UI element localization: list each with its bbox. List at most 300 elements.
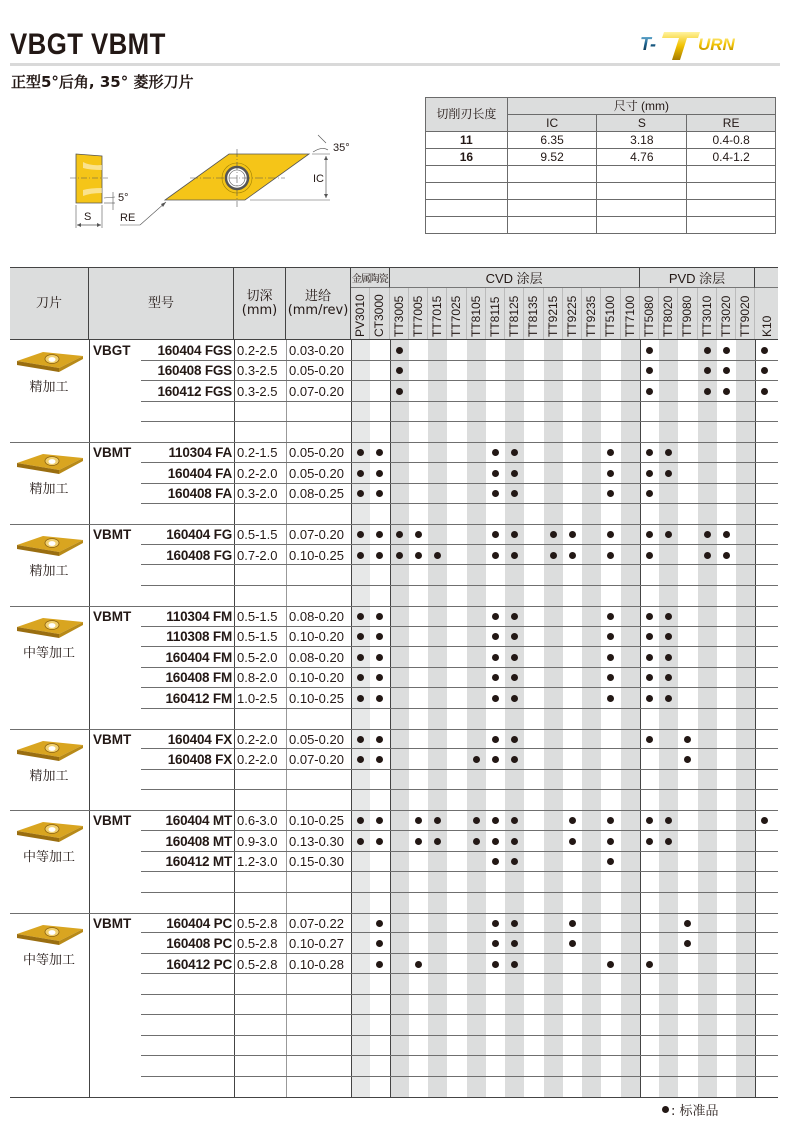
- grade-header-tt7005: [409, 288, 428, 339]
- standard-dot-icon: [376, 674, 383, 681]
- model-number[interactable]: 160408 MT: [165, 833, 232, 849]
- insert-top-view: [120, 135, 350, 225]
- dims-header-ic: IC: [507, 115, 597, 132]
- standard-dot-icon: [684, 736, 691, 743]
- standard-dot-icon: [665, 613, 672, 620]
- depth-value: 0.5-1.5: [237, 629, 278, 645]
- grade-column-shading: [390, 340, 409, 1097]
- dims-cell-s: [597, 200, 687, 217]
- standard-dot-icon: [569, 838, 576, 845]
- standard-dot-icon: [607, 531, 614, 538]
- table-row-rule: [141, 973, 778, 974]
- brand-logo: [640, 28, 780, 62]
- model-number[interactable]: 160408 FA: [167, 486, 232, 502]
- purpose-label: 中等加工: [22, 952, 75, 968]
- diagram-label-clearance: 5°: [118, 192, 129, 204]
- dims-cell-re: 0.4-0.8: [687, 132, 776, 149]
- standard-dot-icon: [473, 756, 480, 763]
- feed-value: 0.10-0.25: [289, 547, 344, 563]
- page-title: VBGT VBMT: [10, 28, 166, 61]
- model-number[interactable]: 160404 PC: [166, 915, 232, 931]
- depth-value: 0.8-2.0: [237, 670, 278, 686]
- grade-label: CT3000: [372, 294, 387, 337]
- standard-dot-icon: [646, 633, 653, 640]
- standard-dot-icon: [376, 838, 383, 845]
- model-number[interactable]: 160404 FG: [166, 527, 232, 543]
- dims-cell-s: [597, 166, 687, 183]
- depth-value: 0.2-2.0: [237, 465, 278, 481]
- depth-value: 0.5-2.8: [237, 915, 278, 931]
- standard-dot-icon: [357, 695, 364, 702]
- standard-dot-icon: [607, 858, 614, 865]
- header-depth: [234, 268, 286, 339]
- insert-image: [15, 448, 85, 478]
- dims-cell-re: 0.4-1.2: [687, 149, 776, 166]
- depth-value: 0.5-2.0: [237, 649, 278, 665]
- grade-column-shading: [467, 340, 486, 1097]
- standard-dot-icon: [665, 838, 672, 845]
- standard-dot-icon: [492, 695, 499, 702]
- grade-header-tt5100: [601, 288, 620, 339]
- model-prefix: VBMT: [93, 445, 132, 461]
- standard-dot-icon: [492, 449, 499, 456]
- feed-value: 0.08-0.20: [289, 649, 344, 665]
- dims-cell-ic: 9.52: [507, 149, 597, 166]
- dimensions-table: [425, 97, 776, 234]
- model-number[interactable]: 160408 PC: [166, 936, 232, 952]
- standard-dot-icon: [473, 838, 480, 845]
- feed-value: 0.05-0.20: [289, 731, 344, 747]
- feed-value: 0.13-0.30: [289, 833, 344, 849]
- standard-dot-icon: [646, 817, 653, 824]
- depth-value: 0.3-2.5: [237, 383, 278, 399]
- standard-dot-icon: [492, 490, 499, 497]
- standard-dot-icon: [607, 470, 614, 477]
- grade-label: TT7005: [410, 295, 425, 337]
- table-header: [10, 267, 778, 340]
- standard-dot-icon: [376, 531, 383, 538]
- grade-label: TT3020: [718, 295, 733, 337]
- purpose-label: 中等加工: [22, 850, 75, 866]
- grade-label: TT8115: [487, 296, 502, 337]
- dims-cell-ic: [507, 200, 597, 217]
- svg-text:URN: URN: [698, 35, 735, 54]
- standard-dot-icon: [550, 552, 557, 559]
- depth-value: 0.2-2.0: [237, 752, 278, 767]
- insert-image: [15, 346, 85, 376]
- model-number[interactable]: 160404 MT: [165, 813, 232, 829]
- dims-cell-s: [597, 183, 687, 200]
- standard-dot-icon: [646, 388, 653, 395]
- table-row-rule: [141, 503, 778, 504]
- diagram-label-s: S: [84, 211, 92, 223]
- depth-value: 1.2-3.0: [237, 854, 278, 870]
- depth-value: 0.2-1.5: [237, 445, 278, 461]
- grade-label: TT5080: [641, 295, 656, 337]
- diagram-label-ic: IC: [313, 173, 324, 185]
- grade-header-ct3000: [370, 288, 389, 339]
- standard-dot-icon: [646, 449, 653, 456]
- standard-dot-icon: [492, 961, 499, 968]
- diagram-label-angle: 35°: [333, 142, 350, 154]
- standard-dot-icon: [415, 838, 422, 845]
- standard-dot-icon: [511, 613, 518, 620]
- dims-header-re: RE: [687, 115, 776, 132]
- grade-label: TT9080: [680, 295, 695, 337]
- standard-dot-icon: [492, 633, 499, 640]
- table-row-rule: [141, 564, 778, 565]
- model-number[interactable]: 160404 FGS: [157, 343, 232, 358]
- model-number[interactable]: 160404 FM: [165, 649, 232, 665]
- standard-dot-icon: [761, 367, 768, 374]
- standard-dot-icon: [357, 470, 364, 477]
- standard-dot-icon: [492, 940, 499, 947]
- standard-dot-icon: [662, 1106, 669, 1113]
- dims-cell-ic: [507, 183, 597, 200]
- feed-value: 0.05-0.20: [289, 465, 344, 481]
- standard-dot-icon: [492, 654, 499, 661]
- model-number[interactable]: 110308 FM: [166, 629, 232, 645]
- standard-dot-icon: [396, 552, 403, 559]
- grade-header-tt3005: [390, 288, 409, 339]
- grade-header-tt9080: [678, 288, 697, 339]
- feed-value: 0.03-0.20: [289, 343, 344, 358]
- grade-label: TT3010: [699, 295, 714, 337]
- purpose-label: 精加工: [29, 482, 69, 498]
- standard-dot-icon: [376, 449, 383, 456]
- feed-value: 0.10-0.25: [289, 690, 344, 706]
- grade-header-tt9225: [563, 288, 582, 339]
- standard-dot-icon: [376, 695, 383, 702]
- standard-dot-icon: [569, 920, 576, 927]
- standard-dot-icon: [492, 736, 499, 743]
- dims-cell-ic: [507, 166, 597, 183]
- header-feed-label: 进给: [304, 288, 331, 304]
- dims-cell-size: 11: [426, 132, 508, 149]
- dims-cell-ic: 6.35: [507, 132, 597, 149]
- standard-dot-icon: [607, 449, 614, 456]
- header-group-k10: [755, 268, 778, 288]
- depth-value: 0.6-3.0: [237, 813, 278, 829]
- feed-value: 0.10-0.28: [289, 956, 344, 972]
- svg-text:T-: T-: [640, 34, 656, 54]
- dims-header-s: S: [597, 115, 687, 132]
- standard-dot-icon: [723, 552, 730, 559]
- standard-dot-icon: [665, 470, 672, 477]
- standard-dot-icon: [473, 817, 480, 824]
- grade-label: TT9225: [564, 295, 579, 337]
- grade-column-shading: [698, 340, 717, 1097]
- standard-dot-icon: [357, 613, 364, 620]
- standard-dot-icon: [607, 490, 614, 497]
- model-number[interactable]: 160408 FM: [165, 670, 232, 686]
- grade-label: TT7025: [449, 295, 464, 337]
- table-row-rule: [141, 1035, 778, 1036]
- standard-dot-icon: [646, 674, 653, 681]
- table-row-rule: [141, 871, 778, 872]
- depth-value: 0.2-2.0: [237, 731, 278, 747]
- grade-label: TT7015: [430, 295, 445, 337]
- legend: [662, 1100, 719, 1119]
- grade-label: TT8135: [526, 295, 541, 337]
- model-number[interactable]: 160412 FGS: [157, 383, 232, 399]
- standard-dot-icon: [415, 961, 422, 968]
- depth-value: 0.3-2.0: [237, 486, 278, 502]
- standard-dot-icon: [607, 695, 614, 702]
- grade-header-tt7100: [621, 288, 640, 339]
- standard-dot-icon: [646, 490, 653, 497]
- purpose-label: 精加工: [29, 768, 69, 784]
- feed-value: 0.05-0.20: [289, 363, 344, 379]
- grade-header-tt5080: [640, 288, 659, 339]
- grade-header-tt3010: [698, 288, 717, 339]
- grade-header-tt8020: [659, 288, 678, 339]
- grade-label: PV3010: [353, 294, 368, 337]
- standard-dot-icon: [511, 961, 518, 968]
- standard-dot-icon: [492, 858, 499, 865]
- grade-label: TT8125: [507, 295, 522, 337]
- standard-dot-icon: [511, 920, 518, 927]
- dims-row: [426, 149, 776, 166]
- standard-dot-icon: [434, 838, 441, 845]
- dims-cell-s: 4.76: [597, 149, 687, 166]
- insert-image: [15, 530, 85, 560]
- feed-value: 0.10-0.27: [289, 936, 344, 952]
- table-bottom-rule: [10, 1097, 778, 1098]
- grade-header-tt8115: [486, 288, 505, 339]
- standard-dot-icon: [396, 531, 403, 538]
- column-divider: [351, 340, 352, 1097]
- feed-value: 0.08-0.25: [289, 486, 344, 502]
- standard-dot-icon: [569, 552, 576, 559]
- table-row-rule: [141, 1076, 778, 1077]
- standard-dot-icon: [376, 756, 383, 763]
- standard-dot-icon: [684, 756, 691, 763]
- grade-header-k10: [755, 288, 778, 339]
- dims-row: [426, 200, 776, 217]
- grade-label: TT8105: [468, 295, 483, 337]
- dims-cell-ic: [507, 217, 597, 234]
- standard-dot-icon: [511, 736, 518, 743]
- standard-dot-icon: [550, 531, 557, 538]
- standard-dot-icon: [492, 470, 499, 477]
- table-row-rule: [141, 585, 778, 586]
- standard-dot-icon: [569, 940, 576, 947]
- model-number[interactable]: 160404 FA: [167, 465, 232, 481]
- standard-dot-icon: [704, 388, 711, 395]
- standard-dot-icon: [665, 654, 672, 661]
- model-number[interactable]: 160404 FX: [167, 731, 232, 747]
- table-row-rule: [141, 421, 778, 422]
- column-divider: [89, 340, 90, 1097]
- standard-dot-icon: [607, 613, 614, 620]
- depth-value: 0.7-2.0: [237, 547, 278, 563]
- grade-label: K10: [759, 315, 774, 337]
- standard-dot-icon: [646, 695, 653, 702]
- standard-dot-icon: [646, 347, 653, 354]
- grade-header-tt3020: [717, 288, 736, 339]
- model-prefix: VBMT: [93, 527, 132, 543]
- standard-dot-icon: [723, 367, 730, 374]
- feed-value: 0.07-0.20: [289, 527, 344, 543]
- legend-text: : 标准品: [671, 1104, 719, 1119]
- diagram-label-re: RE: [120, 212, 136, 224]
- grade-label: TT5100: [603, 295, 618, 337]
- standard-dot-icon: [376, 654, 383, 661]
- standard-dot-icon: [684, 940, 691, 947]
- feed-value: 0.05-0.20: [289, 445, 344, 461]
- dims-cell-size: [426, 183, 508, 200]
- model-number[interactable]: 160412 MT: [165, 854, 232, 870]
- column-divider: [286, 340, 287, 1097]
- standard-dot-icon: [396, 347, 403, 354]
- header-rule: [10, 63, 780, 66]
- standard-dot-icon: [376, 817, 383, 824]
- standard-dot-icon: [376, 470, 383, 477]
- header-group-pvd: PVD 涂层: [640, 268, 756, 288]
- feed-value: 0.07-0.22: [289, 915, 344, 931]
- model-number[interactable]: 160412 PC: [166, 956, 232, 972]
- grade-header-tt9215: [544, 288, 563, 339]
- feed-value: 0.10-0.25: [289, 813, 344, 829]
- dims-header-group: 尺寸 (mm): [507, 98, 775, 115]
- dims-cell-size: [426, 200, 508, 217]
- standard-dot-icon: [665, 695, 672, 702]
- standard-dot-icon: [646, 736, 653, 743]
- standard-dot-icon: [607, 552, 614, 559]
- standard-dot-icon: [569, 817, 576, 824]
- feed-value: 0.10-0.20: [289, 629, 344, 645]
- standard-dot-icon: [684, 920, 691, 927]
- dims-cell-size: 16: [426, 149, 508, 166]
- standard-dot-icon: [607, 838, 614, 845]
- standard-dot-icon: [376, 961, 383, 968]
- standard-dot-icon: [646, 367, 653, 374]
- model-number[interactable]: 160408 FG: [166, 547, 232, 563]
- table-row-rule: [141, 892, 778, 893]
- standard-dot-icon: [511, 470, 518, 477]
- feed-value: 0.08-0.20: [289, 608, 344, 624]
- grade-column-shading: [621, 340, 640, 1097]
- feed-value: 0.07-0.20: [289, 752, 344, 767]
- grade-label: TT7100: [622, 295, 637, 337]
- column-divider: [640, 340, 641, 1097]
- standard-dot-icon: [376, 613, 383, 620]
- standard-dot-icon: [761, 817, 768, 824]
- grade-header-tt8105: [467, 288, 486, 339]
- depth-value: 1.0-2.5: [237, 690, 278, 706]
- dims-cell-re: [687, 166, 776, 183]
- grade-header-tt8135: [524, 288, 543, 339]
- grade-header-tt8125: [505, 288, 524, 339]
- model-number[interactable]: 160412 FM: [165, 690, 232, 706]
- model-prefix: VBMT: [93, 813, 132, 829]
- table-row-rule: [141, 1014, 778, 1015]
- model-prefix: VBMT: [93, 608, 132, 624]
- dims-header-size: 切削刃长度: [426, 98, 508, 132]
- dims-row: [426, 183, 776, 200]
- header-group-cvd: CVD 涂层: [390, 268, 640, 288]
- insert-image: [15, 735, 85, 765]
- standard-dot-icon: [723, 347, 730, 354]
- standard-dot-icon: [704, 531, 711, 538]
- column-divider: [390, 340, 391, 1097]
- header-depth-label: 切深: [246, 288, 273, 304]
- standard-dot-icon: [646, 654, 653, 661]
- table-row-rule: [141, 708, 778, 709]
- grade-label: TT3005: [391, 295, 406, 337]
- grade-header-tt7015: [428, 288, 447, 339]
- grade-column-shading: [582, 340, 601, 1097]
- standard-dot-icon: [607, 674, 614, 681]
- standard-dot-icon: [723, 388, 730, 395]
- purpose-label: 精加工: [29, 380, 69, 395]
- standard-dot-icon: [492, 674, 499, 681]
- model-number[interactable]: 110304 FM: [166, 608, 232, 624]
- standard-dot-icon: [434, 552, 441, 559]
- dims-cell-re: [687, 200, 776, 217]
- header-feed-unit: (mm/rev): [287, 302, 349, 318]
- grade-header-pv3010: [351, 288, 370, 339]
- header-insert: 刀片: [10, 268, 89, 339]
- dims-cell-size: [426, 166, 508, 183]
- standard-dot-icon: [704, 552, 711, 559]
- standard-dot-icon: [492, 838, 499, 845]
- dims-row: [426, 132, 776, 149]
- header-group-cermet: 金属陶瓷: [351, 268, 390, 288]
- insert-image: [15, 816, 85, 846]
- grade-column-shading: [736, 340, 755, 1097]
- standard-dot-icon: [396, 388, 403, 395]
- standard-dot-icon: [511, 838, 518, 845]
- standard-dot-icon: [761, 388, 768, 395]
- feed-value: 0.07-0.20: [289, 383, 344, 399]
- model-prefix: VBGT: [93, 343, 131, 358]
- table-row-rule: [141, 1055, 778, 1056]
- standard-dot-icon: [376, 736, 383, 743]
- standard-dot-icon: [646, 552, 653, 559]
- model-number[interactable]: 110304 FA: [168, 445, 232, 461]
- model-number[interactable]: 160408 FGS: [157, 363, 232, 379]
- standard-dot-icon: [646, 470, 653, 477]
- model-number[interactable]: 160408 FX: [167, 752, 232, 767]
- model-prefix: VBMT: [93, 731, 132, 747]
- standard-dot-icon: [492, 920, 499, 927]
- depth-value: 0.5-1.5: [237, 527, 278, 543]
- grade-header-tt9235: [582, 288, 601, 339]
- standard-dot-icon: [492, 756, 499, 763]
- standard-dot-icon: [704, 347, 711, 354]
- dims-row: [426, 166, 776, 183]
- standard-dot-icon: [376, 490, 383, 497]
- grade-header-tt7025: [447, 288, 466, 339]
- standard-dot-icon: [646, 531, 653, 538]
- standard-dot-icon: [415, 552, 422, 559]
- depth-value: 0.3-2.5: [237, 363, 278, 379]
- dims-cell-s: 3.18: [597, 132, 687, 149]
- standard-dot-icon: [376, 940, 383, 947]
- header-feed: [286, 268, 351, 339]
- insert-image: [15, 612, 85, 642]
- standard-dot-icon: [511, 654, 518, 661]
- standard-dot-icon: [511, 552, 518, 559]
- insert-dimension-diagram: [40, 100, 410, 250]
- standard-dot-icon: [376, 633, 383, 640]
- standard-dot-icon: [607, 654, 614, 661]
- standard-dot-icon: [492, 817, 499, 824]
- grade-label: TT9020: [738, 295, 753, 337]
- column-divider: [755, 340, 756, 1097]
